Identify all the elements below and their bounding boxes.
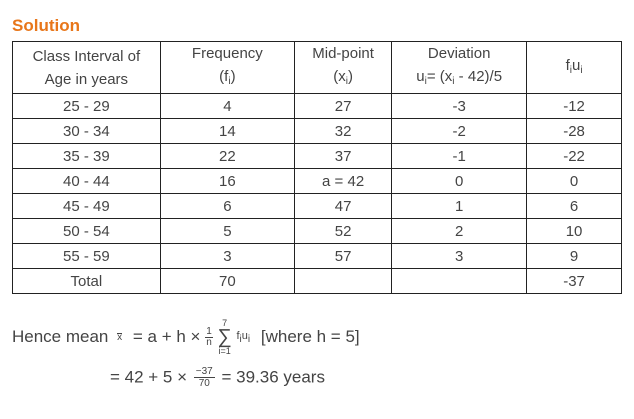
subscript: i [452,76,455,87]
mean-calculation [110,366,325,389]
header-frequency [160,42,294,94]
table-cell: 3 [160,244,294,269]
table-cell: 47 [295,194,392,219]
x-bar-symbol: x [117,331,123,343]
header-text: u [416,68,425,85]
subscript: i [569,64,572,76]
header-text: Age in years [44,70,129,88]
sum-lower-limit: i=1 [218,346,231,356]
header-text: u [571,56,581,74]
table-cell: 5 [160,219,294,244]
header-text: - 42)/5 [454,68,503,85]
table-row [13,194,622,219]
subscript: i [228,76,231,87]
table-cell: 70 [160,269,294,294]
table-cell: 50 - 54 [13,219,161,244]
table-cell: 25 - 29 [13,94,161,119]
term-u: u [241,329,248,342]
table-cell: Total [13,269,161,294]
table-cell: 2 [392,219,527,244]
table-cell: -2 [392,119,527,144]
table-cell: -22 [527,144,622,169]
table-total-row [13,269,622,294]
table-cell: 22 [160,144,294,169]
formula-note: [where h = 5] [260,327,360,346]
header-text: f [565,56,570,74]
table-row [13,144,622,169]
table-cell [392,269,527,294]
summation-symbol [217,318,231,356]
table-row [13,169,622,194]
formula-expr: = a + h × [132,327,201,346]
header-text: (x [333,68,346,85]
header-fiui [527,42,622,94]
fraction-denominator: 70 [198,378,210,389]
table-cell [295,269,392,294]
sum-term [236,329,251,345]
table-header-row [13,42,622,94]
subscript: i [580,64,583,76]
one-over-n-fraction [205,327,213,348]
table-cell: 57 [295,244,392,269]
table-cell: 1 [392,194,527,219]
table-cell: 35 - 39 [13,144,161,169]
table-row [13,119,622,144]
header-text: Deviation [427,45,491,62]
subscript: i [424,76,427,87]
header-text: = (x [426,68,453,85]
table-cell: 14 [160,119,294,144]
calc-start: = 42 + 5 × [110,367,188,387]
table-cell: 9 [527,244,622,269]
subscript: i [239,333,242,345]
header-text: ) [347,68,353,85]
table-cell: -37 [527,269,622,294]
header-midpoint [295,42,392,94]
table-cell: 55 - 59 [13,244,161,269]
solution-title: Solution [12,16,80,35]
table-cell: 10 [527,219,622,244]
table-cell: 0 [527,169,622,194]
term-f: f [236,329,240,342]
header-text: Frequency [191,45,263,62]
table-cell: -1 [392,144,527,169]
header-text: (f [219,68,229,85]
header-text: Class Interval of [32,47,141,65]
header-deviation [392,42,527,94]
header-class-interval [13,42,161,94]
fraction-numerator: 1 [206,325,212,337]
calc-result: = 39.36 years [221,367,325,387]
frequency-table [12,41,622,294]
table-cell: a = 42 [295,169,392,194]
table-cell: 27 [295,94,392,119]
sum-upper-limit: 7 [222,318,228,328]
table-cell: 16 [160,169,294,194]
table-cell: 6 [527,194,622,219]
table-row [13,244,622,269]
table-cell: 4 [160,94,294,119]
table-cell: 37 [295,144,392,169]
mean-formula [12,318,360,356]
sigma-icon: ∑ [217,326,232,348]
table-cell: -12 [527,94,622,119]
subscript: i [345,76,348,87]
table-cell: 32 [295,119,392,144]
calc-fraction [194,366,215,389]
fraction-numerator: −37 [195,366,213,377]
table-cell: -28 [527,119,622,144]
table-row [13,219,622,244]
table-cell: 0 [392,169,527,194]
table-cell: 3 [392,244,527,269]
table-cell: 6 [160,194,294,219]
table-cell: 52 [295,219,392,244]
table-cell: 45 - 49 [13,194,161,219]
table-cell: -3 [392,94,527,119]
table-cell: 40 - 44 [13,169,161,194]
header-text: ) [230,68,236,85]
table-cell: 30 - 34 [13,119,161,144]
formula-lead: Hence mean [12,327,109,346]
fraction-denominator: n [206,336,212,348]
header-text: Mid-point [312,45,374,62]
table-row [13,94,622,119]
subscript: i [247,333,251,345]
